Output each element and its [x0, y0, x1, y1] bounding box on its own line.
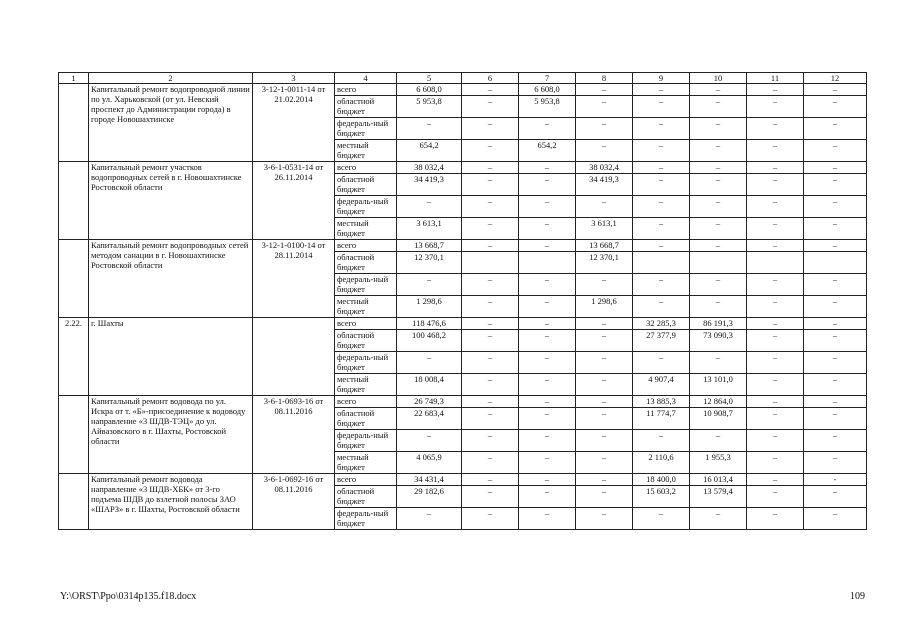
amount-cell: –	[462, 274, 519, 296]
amount-cell: –	[633, 274, 690, 296]
amount-cell: 3 613,1	[397, 218, 462, 240]
header-cell: 3	[253, 73, 335, 84]
amount-cell: –	[804, 330, 867, 352]
funding-source: областной бюджет	[335, 174, 397, 196]
amount-cell: 654,2	[397, 140, 462, 162]
amount-cell: 13 101,0	[690, 374, 747, 396]
amount-cell: 22 683,4	[397, 408, 462, 430]
amount-cell: 27 377,9	[633, 330, 690, 352]
table-row	[59, 84, 867, 96]
funding-source: федераль-ный бюджет	[335, 274, 397, 296]
table-row	[59, 396, 867, 408]
amount-cell: 38 032,4	[397, 162, 462, 174]
header-cell: 5	[397, 73, 462, 84]
amount-cell: –	[576, 352, 633, 374]
project-description: Капитальный ремонт водопроводных сетей методом санации в г. Новошахтинске Ростовской области	[89, 240, 253, 318]
amount-cell: 12 370,1	[397, 252, 462, 274]
amount-cell: –	[519, 452, 576, 474]
table-row	[59, 318, 867, 330]
amount-cell: –	[633, 296, 690, 318]
amount-cell: –	[747, 374, 804, 396]
header-cell: 12	[804, 73, 867, 84]
amount-cell: –	[462, 318, 519, 330]
amount-cell	[519, 252, 576, 274]
amount-cell: 5 953,8	[397, 96, 462, 118]
amount-cell: –	[462, 352, 519, 374]
amount-cell: –	[804, 430, 867, 452]
amount-cell: –	[519, 408, 576, 430]
funding-source: всего	[335, 84, 397, 96]
footer-page-number: 109	[850, 591, 865, 602]
amount-cell: –	[519, 174, 576, 196]
amount-cell: –	[747, 96, 804, 118]
amount-cell: –	[519, 352, 576, 374]
expertise-conclusion	[253, 318, 335, 396]
amount-cell: –	[633, 118, 690, 140]
header-cell: 8	[576, 73, 633, 84]
funding-source: всего	[335, 474, 397, 486]
amount-cell: –	[397, 352, 462, 374]
amount-cell: –	[690, 118, 747, 140]
amount-cell: –	[462, 240, 519, 252]
amount-cell: 4 907,4	[633, 374, 690, 396]
amount-cell: –	[519, 430, 576, 452]
expertise-conclusion: 3-12-1-0100-14 от 28.11.2014	[253, 240, 335, 318]
amount-cell: 5 953,8	[519, 96, 576, 118]
amount-cell: –	[804, 174, 867, 196]
amount-cell: –	[804, 118, 867, 140]
amount-cell: –	[633, 174, 690, 196]
amount-cell: –	[804, 240, 867, 252]
amount-cell: –	[804, 218, 867, 240]
amount-cell: 118 476,6	[397, 318, 462, 330]
amount-cell: –	[747, 218, 804, 240]
expertise-conclusion: 3-12-1-0011-14 от 21.02.2014	[253, 84, 335, 162]
amount-cell: –	[519, 508, 576, 530]
amount-cell: –	[747, 274, 804, 296]
amount-cell: 26 749,3	[397, 396, 462, 408]
header-cell: 4	[335, 73, 397, 84]
table-row	[59, 240, 867, 252]
amount-cell: -	[804, 474, 867, 486]
funding-source: местный бюджет	[335, 140, 397, 162]
amount-cell: –	[747, 486, 804, 508]
amount-cell	[804, 252, 867, 274]
amount-cell: 13 885,3	[633, 396, 690, 408]
amount-cell: –	[397, 274, 462, 296]
amount-cell: –	[462, 96, 519, 118]
funding-source: всего	[335, 396, 397, 408]
amount-cell: –	[804, 486, 867, 508]
item-number	[59, 84, 89, 162]
expertise-conclusion: 3-6-1-0692-16 от 08.11.2016	[253, 474, 335, 530]
project-description: г. Шахты	[89, 318, 253, 396]
amount-cell: –	[690, 274, 747, 296]
amount-cell: 4 065,9	[397, 452, 462, 474]
amount-cell: 34 419,3	[397, 174, 462, 196]
table-row	[59, 474, 867, 486]
amount-cell: –	[747, 396, 804, 408]
funding-source: областной бюджет	[335, 252, 397, 274]
funding-source: федераль-ный бюджет	[335, 508, 397, 530]
amount-cell: –	[519, 218, 576, 240]
amount-cell: –	[462, 486, 519, 508]
amount-cell: –	[747, 330, 804, 352]
amount-cell: –	[747, 318, 804, 330]
amount-cell: –	[462, 474, 519, 486]
funding-source: федераль-ный бюджет	[335, 118, 397, 140]
amount-cell: 38 032,4	[576, 162, 633, 174]
amount-cell: –	[462, 408, 519, 430]
amount-cell: 16 013,4	[690, 474, 747, 486]
funding-source: всего	[335, 162, 397, 174]
amount-cell: –	[747, 118, 804, 140]
funding-source: федераль-ный бюджет	[335, 430, 397, 452]
project-description: Капитальный ремонт водовода направление «3 ШДВ-ХБК» от 3-го подъема ШДВ до взлетной полосы ЗАО «ШАРЗ» в г. Шахты, Ростовской области	[89, 474, 253, 530]
amount-cell: 10 908,7	[690, 408, 747, 430]
expertise-conclusion: 3-6-1-0531-14 от 26.11.2014	[253, 162, 335, 240]
amount-cell: –	[462, 452, 519, 474]
amount-cell: –	[462, 396, 519, 408]
amount-cell: –	[576, 486, 633, 508]
amount-cell: 15 603,2	[633, 486, 690, 508]
amount-cell: –	[747, 452, 804, 474]
amount-cell: –	[804, 296, 867, 318]
header-cell: 6	[462, 73, 519, 84]
funding-source: местный бюджет	[335, 452, 397, 474]
amount-cell: –	[462, 430, 519, 452]
amount-cell: 12 864,0	[690, 396, 747, 408]
amount-cell: –	[576, 118, 633, 140]
funding-source: областной бюджет	[335, 486, 397, 508]
amount-cell: 13 668,7	[576, 240, 633, 252]
amount-cell: –	[804, 140, 867, 162]
amount-cell: –	[804, 396, 867, 408]
amount-cell: –	[690, 352, 747, 374]
amount-cell: 12 370,1	[576, 252, 633, 274]
amount-cell: –	[519, 162, 576, 174]
amount-cell: –	[576, 508, 633, 530]
amount-cell: –	[804, 196, 867, 218]
funding-source: всего	[335, 318, 397, 330]
amount-cell: –	[576, 196, 633, 218]
table-row	[59, 162, 867, 174]
amount-cell: –	[747, 474, 804, 486]
amount-cell: –	[462, 174, 519, 196]
amount-cell: –	[462, 374, 519, 396]
funding-source: областной бюджет	[335, 408, 397, 430]
amount-cell: –	[804, 318, 867, 330]
amount-cell: 1 298,6	[576, 296, 633, 318]
amount-cell: –	[576, 408, 633, 430]
amount-cell: –	[633, 508, 690, 530]
expertise-conclusion: 3-6-1-0693-16 от 08.11.2016	[253, 396, 335, 474]
amount-cell: –	[690, 296, 747, 318]
amount-cell: –	[576, 474, 633, 486]
funding-source: областной бюджет	[335, 330, 397, 352]
funding-source: областной бюджет	[335, 96, 397, 118]
amount-cell: 13 668,7	[397, 240, 462, 252]
header-row	[59, 73, 867, 84]
amount-cell: –	[633, 84, 690, 96]
amount-cell: –	[576, 330, 633, 352]
item-number	[59, 240, 89, 318]
amount-cell: –	[804, 452, 867, 474]
amount-cell: –	[519, 330, 576, 352]
amount-cell: –	[397, 118, 462, 140]
amount-cell: –	[633, 430, 690, 452]
amount-cell: 34 431,4	[397, 474, 462, 486]
amount-cell: –	[519, 118, 576, 140]
amount-cell: –	[519, 474, 576, 486]
header-cell: 2	[89, 73, 253, 84]
amount-cell: –	[519, 396, 576, 408]
amount-cell: 6 608,0	[519, 84, 576, 96]
amount-cell: 1 298,6	[397, 296, 462, 318]
amount-cell: –	[633, 352, 690, 374]
header-cell: 11	[747, 73, 804, 84]
item-number	[59, 396, 89, 474]
amount-cell: –	[462, 140, 519, 162]
funding-source: местный бюджет	[335, 296, 397, 318]
amount-cell: –	[576, 84, 633, 96]
amount-cell: –	[397, 196, 462, 218]
header-cell: 7	[519, 73, 576, 84]
item-number	[59, 162, 89, 240]
funding-source: местный бюджет	[335, 374, 397, 396]
amount-cell: –	[462, 84, 519, 96]
amount-cell: 13 579,4	[690, 486, 747, 508]
amount-cell: –	[576, 140, 633, 162]
amount-cell: –	[576, 96, 633, 118]
project-description: Капитальный ремонт участков водопроводных сетей в г. Новошахтинске Ростовской области	[89, 162, 253, 240]
amount-cell: 18 400,0	[633, 474, 690, 486]
amount-cell: –	[804, 352, 867, 374]
amount-cell: –	[519, 486, 576, 508]
amount-cell: –	[690, 84, 747, 96]
amount-cell: –	[747, 84, 804, 96]
amount-cell: –	[576, 274, 633, 296]
amount-cell: 18 008,4	[397, 374, 462, 396]
amount-cell: –	[804, 84, 867, 96]
header-cell: 10	[690, 73, 747, 84]
amount-cell: –	[576, 452, 633, 474]
header-cell: 1	[59, 73, 89, 84]
amount-cell	[462, 252, 519, 274]
amount-cell: –	[747, 196, 804, 218]
amount-cell: –	[690, 96, 747, 118]
amount-cell: –	[690, 240, 747, 252]
amount-cell: –	[690, 162, 747, 174]
amount-cell: –	[519, 318, 576, 330]
amount-cell: –	[633, 140, 690, 162]
amount-cell: –	[747, 240, 804, 252]
funding-source: федераль-ный бюджет	[335, 196, 397, 218]
amount-cell: –	[690, 218, 747, 240]
amount-cell: –	[519, 196, 576, 218]
amount-cell: –	[690, 174, 747, 196]
project-description: Капитальный ремонт водовода по ул. Искра от т. «Б»-присоединение к водоводу направление «3 ШДВ-ТЭЦ» до ул. Айвазовского в г. Шахты, Ростовской области	[89, 396, 253, 474]
amount-cell: 34 419,3	[576, 174, 633, 196]
amount-cell: –	[804, 96, 867, 118]
funding-source: федераль-ный бюджет	[335, 352, 397, 374]
amount-cell: 6 608,0	[397, 84, 462, 96]
amount-cell: –	[633, 218, 690, 240]
amount-cell: –	[576, 430, 633, 452]
amount-cell: 3 613,1	[576, 218, 633, 240]
amount-cell: –	[747, 296, 804, 318]
amount-cell: –	[804, 508, 867, 530]
amount-cell: –	[519, 240, 576, 252]
amount-cell: –	[804, 162, 867, 174]
amount-cell: –	[747, 430, 804, 452]
amount-cell: –	[397, 430, 462, 452]
amount-cell: 1 955,3	[690, 452, 747, 474]
amount-cell: –	[633, 240, 690, 252]
amount-cell: –	[576, 396, 633, 408]
amount-cell: –	[747, 408, 804, 430]
project-description: Капитальный ремонт водопроводной линии по ул. Харьковской (от ул. Невский проспект до Администрации города) в городе Новошахтинске	[89, 84, 253, 162]
amount-cell: –	[462, 330, 519, 352]
amount-cell: –	[576, 374, 633, 396]
amount-cell: 100 468,2	[397, 330, 462, 352]
amount-cell: –	[690, 140, 747, 162]
amount-cell: 86 191,3	[690, 318, 747, 330]
amount-cell: –	[747, 352, 804, 374]
amount-cell: 654,2	[519, 140, 576, 162]
footer-file-path: Y:\ORST\Ppo\0314p135.f18.docx	[60, 591, 197, 602]
amount-cell: –	[397, 508, 462, 530]
amount-cell	[690, 252, 747, 274]
item-number: 2.22.	[59, 318, 89, 396]
amount-cell: –	[633, 196, 690, 218]
amount-cell: –	[519, 274, 576, 296]
amount-cell: 73 090,3	[690, 330, 747, 352]
header-cell: 9	[633, 73, 690, 84]
amount-cell: –	[747, 162, 804, 174]
amount-cell: –	[462, 196, 519, 218]
amount-cell: 2 110,6	[633, 452, 690, 474]
budget-table	[58, 72, 867, 530]
amount-cell	[633, 252, 690, 274]
amount-cell: 29 182,6	[397, 486, 462, 508]
amount-cell: –	[804, 408, 867, 430]
funding-source: местный бюджет	[335, 218, 397, 240]
amount-cell: –	[462, 218, 519, 240]
amount-cell: –	[747, 174, 804, 196]
amount-cell: –	[519, 374, 576, 396]
amount-cell: 32 285,3	[633, 318, 690, 330]
amount-cell: –	[576, 318, 633, 330]
amount-cell: –	[462, 296, 519, 318]
amount-cell: –	[747, 140, 804, 162]
amount-cell: –	[690, 196, 747, 218]
amount-cell: –	[804, 274, 867, 296]
amount-cell: –	[633, 162, 690, 174]
amount-cell: –	[519, 296, 576, 318]
amount-cell: –	[690, 430, 747, 452]
item-number	[59, 474, 89, 530]
amount-cell: –	[462, 162, 519, 174]
amount-cell: –	[462, 508, 519, 530]
amount-cell: –	[633, 96, 690, 118]
amount-cell: –	[462, 118, 519, 140]
amount-cell: –	[747, 508, 804, 530]
funding-source: всего	[335, 240, 397, 252]
amount-cell	[747, 252, 804, 274]
amount-cell: 11 774,7	[633, 408, 690, 430]
amount-cell: –	[804, 374, 867, 396]
amount-cell: –	[690, 508, 747, 530]
